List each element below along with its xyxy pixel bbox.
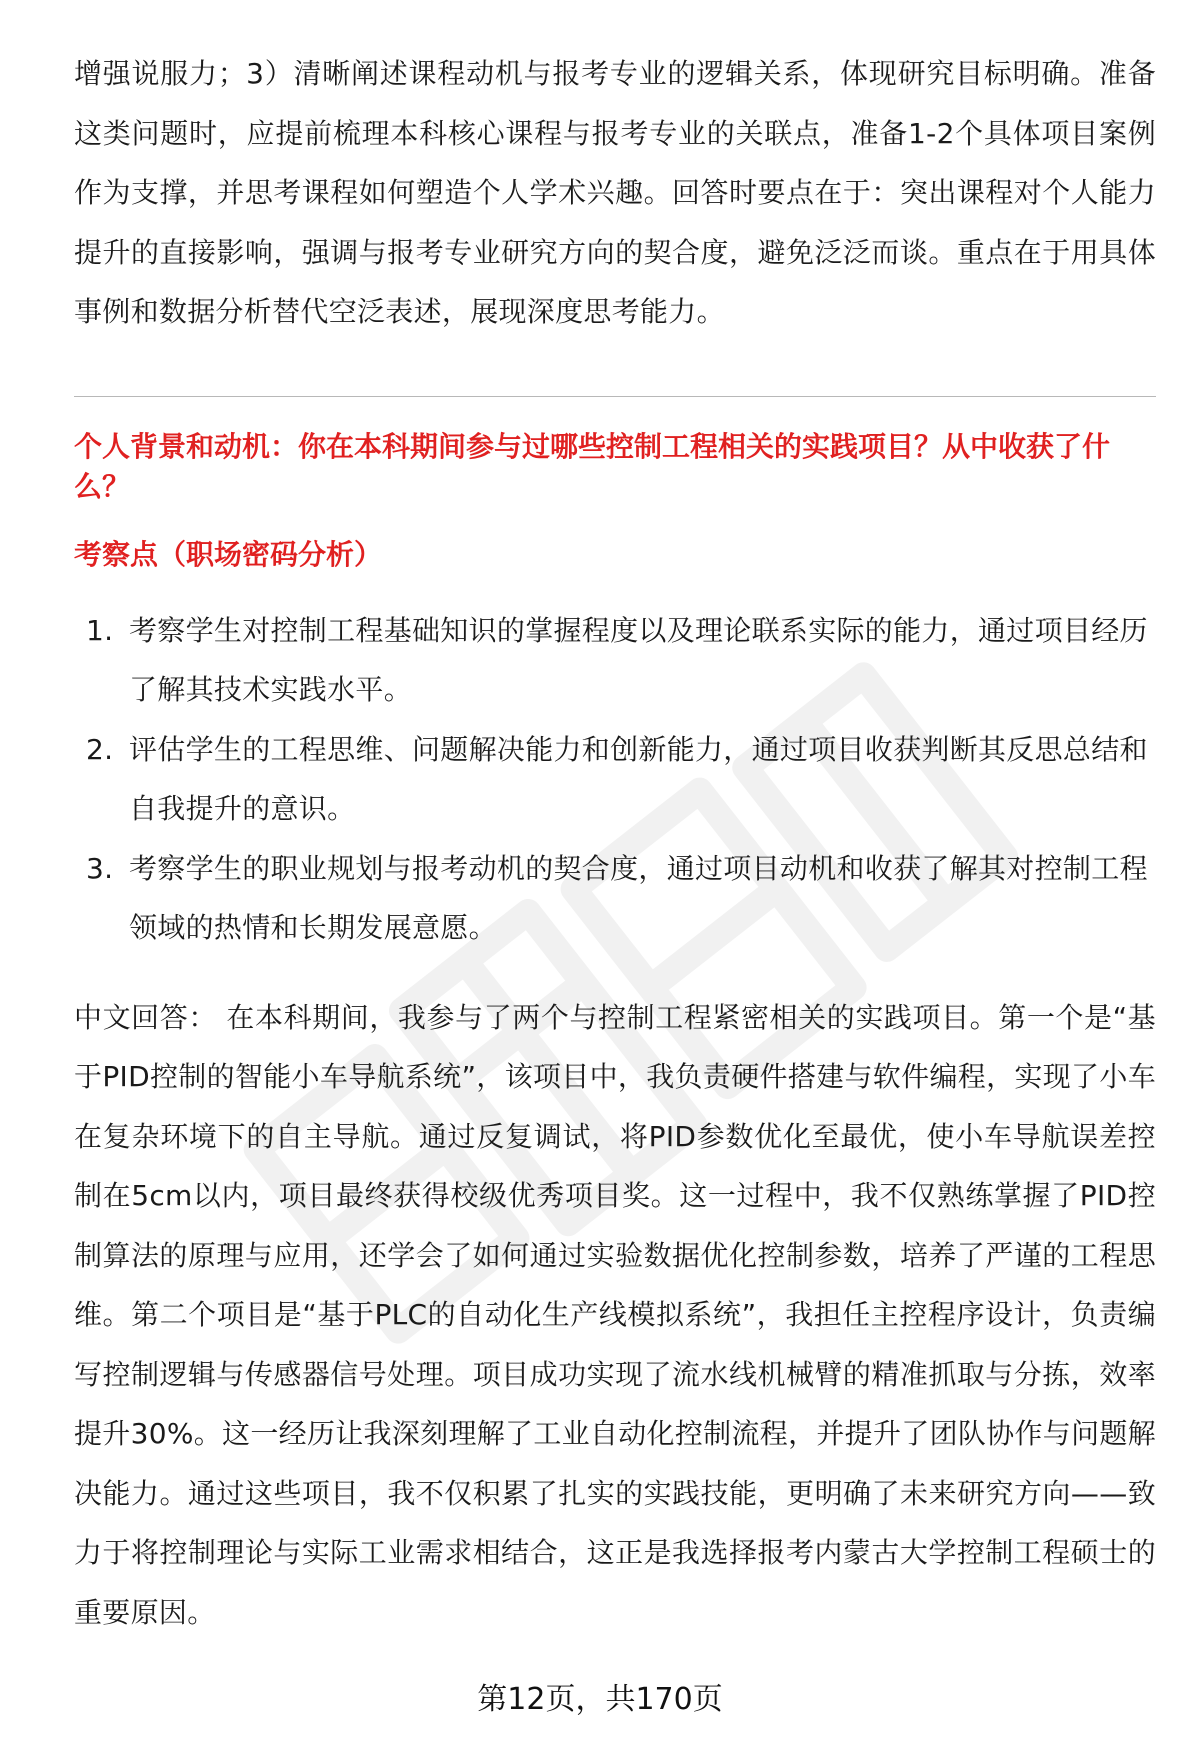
intro-paragraph: 增强说服力；3）清晰阐述课程动机与报考专业的逻辑关系，体现研究目标明确。准备这类问题时，应提前梳理本科核心课程与报考专业的关联点，准备1-2个具体项目案例作为支撑，并思考课程如何塑造个人学术兴趣。回答时要点在于：突出课程对个人能力提升的直接影响，强调与报考专业研究方向的契合度，避免泛泛而谈。重点在于用具体事例和数据分析替代空泛表述，展现深度思考能力。 — [74, 57, 1156, 328]
list-item-number: 1. — [86, 613, 114, 647]
answer-paragraph: 中文回答： 在本科期间，我参与了两个与控制工程紧密相关的实践项目。第一个是“基于PID控制的智能小车导航系统”，该项目中，我负责硬件搭建与软件编程，实现了小车在复杂环境下的自主导航。通过反复调试，将PID参数优化至最优，使小车导航误差控制在5cm以内，项目最终获得校级优秀项目奖。这一过程中，我不仅熟练掌握了PID控制算法的原理与应用，还学会了如何通过实验数据优化控制参数，培养了严谨的工程思维。第二个项目是“基于PLC的自动化生产线模拟系统”，我担任主控程序设计，负责编写控制逻辑与传感器信号处理。项目成功实现了流水线机械臂的精准抓取与分拣，效率提升30%。这一经历让我深刻理解了工业自动化控制流程，并提升了团队协作与问题解决能力。通过这些项目，我不仅积累了扎实的实践技能，更明确了未来研究方向——致力于将控制理论与实际工业需求相结合，这正是我选择报考内蒙古大学控制工程硕士的重要原因。 — [74, 1000, 1156, 1629]
list-item — [74, 601, 1156, 720]
list-item-text: 评估学生的工程思维、问题解决能力和创新能力，通过项目收获判断其反思总结和自我提升的意识。 — [129, 732, 1148, 825]
list-item-number: 3. — [86, 851, 114, 885]
list-item — [74, 720, 1156, 839]
page-footer: 第12页，共170页 — [477, 1682, 723, 1717]
page-content — [74, 44, 1156, 1642]
section-title: 考察点（职场密码分析） — [74, 537, 383, 571]
list-item-number: 2. — [86, 732, 114, 766]
section-divider — [74, 396, 1156, 397]
question-heading: 个人背景和动机：你在本科期间参与过哪些控制工程相关的实践项目？从中收获了什么？ — [74, 429, 1111, 503]
list-item — [74, 839, 1156, 958]
list-item-text: 考察学生的职业规划与报考动机的契合度，通过项目动机和收获了解其对控制工程领域的热情和长期发展意愿。 — [129, 851, 1148, 944]
list-item-text: 考察学生对控制工程基础知识的掌握程度以及理论联系实际的能力，通过项目经历了解其技术实践水平。 — [129, 613, 1148, 706]
assessment-points-list — [74, 601, 1156, 958]
